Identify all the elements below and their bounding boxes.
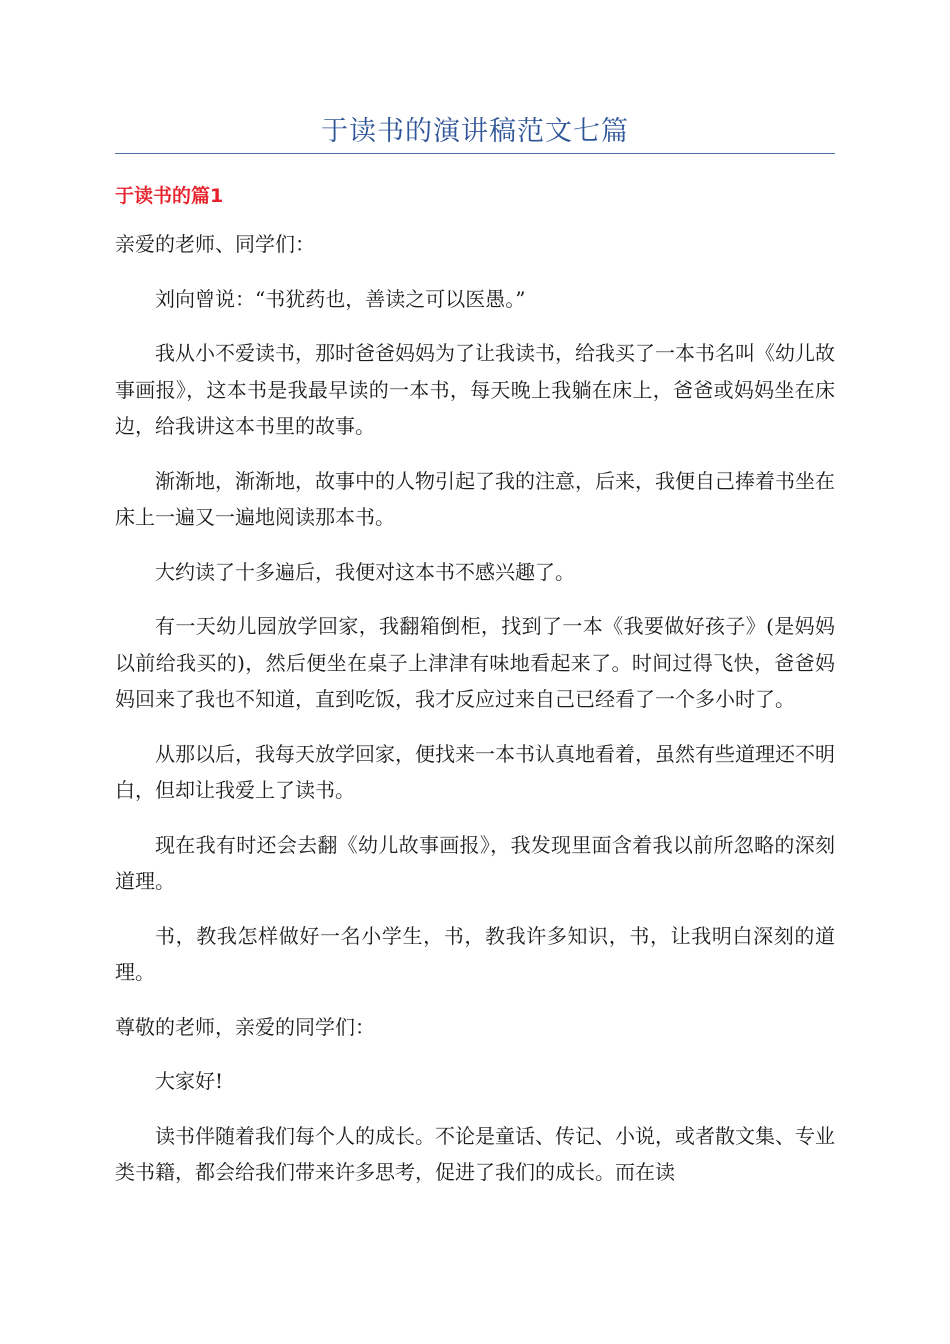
paragraph: 现在我有时还会去翻《幼儿故事画报》，我发现里面含着我以前所忽略的深刻道理。 — [115, 832, 835, 893]
paragraph: 从那以后，我每天放学回家，便找来一本书认真地看着，虽然有些道理还不明白，但却让我爱上了读书。 — [115, 741, 835, 802]
section-heading: 于读书的篇1 — [115, 185, 224, 207]
paragraph: 我从小不爱读书，那时爸爸妈妈为了让我读书，给我买了一本书名叫《幼儿故事画报》，这本书是我最早读的一本书，每天晚上我躺在床上，爸爸或妈妈坐在床边，给我讲这本书里的故事。 — [115, 341, 835, 438]
paragraph: 刘向曾说：“书犹药也，善读之可以医愚。” — [155, 286, 526, 311]
paragraph: 渐渐地，渐渐地，故事中的人物引起了我的注意，后来，我便自己捧着书坐在床上一遍又一遍地阅读那本书。 — [115, 468, 835, 529]
salutation: 尊敬的老师，亲爱的同学们： — [115, 1014, 375, 1039]
document-title: 于读书的演讲稿范文七篇 — [321, 116, 629, 147]
salutation: 亲爱的老师、同学们： — [115, 232, 315, 256]
title-divider — [115, 153, 835, 154]
document-body — [115, 226, 835, 1209]
paragraph: 书，教我怎样做好一名小学生，书，教我许多知识，书，让我明白深刻的道理。 — [115, 923, 835, 984]
paragraph: 有一天幼儿园放学回家，我翻箱倒柜，找到了一本《我要做好孩子》(是妈妈以前给我买的)，然后便坐在桌子上津津有味地看起来了。时间过得飞快，爸爸妈妈回来了我也不知道，直到吃饭，我才反应过来自己已经看了一个多小时了。 — [115, 614, 835, 711]
greeting: 大家好! — [155, 1069, 224, 1093]
paragraph: 大约读了十多遍后，我便对这本书不感兴趣了。 — [155, 559, 575, 584]
paragraph: 读书伴随着我们每个人的成长。不论是童话、传记、小说，或者散文集、专业类书籍，都会给我们带来许多思考，促进了我们的成长。而在读 — [115, 1123, 835, 1184]
